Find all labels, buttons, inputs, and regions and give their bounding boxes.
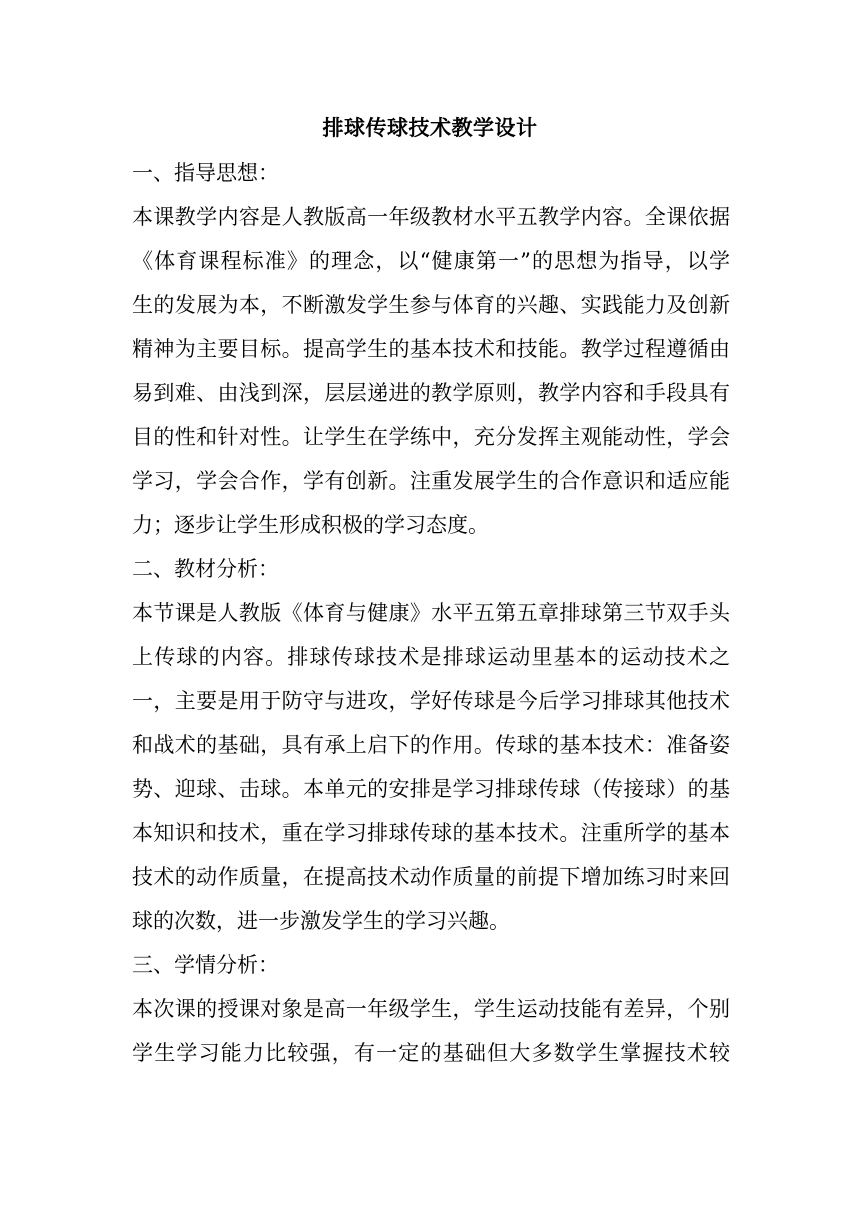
paragraph-line: 球的次数，进一步激发学生的学习兴趣。: [132, 909, 510, 933]
paragraph-line: 学习，学会合作，学有创新。注重发展学生的合作意识和适应能: [132, 469, 730, 493]
paragraph-line: 和战术的基础，具有承上启下的作用。传球的基本技术：准备姿: [132, 733, 730, 757]
paragraph-line: 势、迎球、击球。本单元的安排是学习排球传球（传接球）的基: [132, 777, 730, 801]
paragraph-line: 生的发展为本，不断激发学生参与体育的兴趣、实践能力及创新: [132, 293, 730, 317]
paragraph-line: 本知识和技术，重在学习排球传球的基本技术。注重所学的基本: [132, 821, 730, 845]
paragraph-line: 本课教学内容是人教版高一年级教材水平五教学内容。全课依据: [132, 205, 730, 229]
paragraph-line: 本节课是人教版《体育与健康》水平五第五章排球第三节双手头: [132, 601, 730, 625]
paragraph-line: 精神为主要目标。提高学生的基本技术和技能。教学过程遵循由: [132, 337, 730, 361]
section-heading: 一、指导思想：: [132, 161, 279, 185]
paragraph-line: 上传球的内容。排球传球技术是排球运动里基本的运动技术之: [132, 645, 730, 669]
section-heading: 二、教材分析：: [132, 557, 279, 581]
document-title: 排球传球技术教学设计: [322, 115, 538, 140]
paragraph-line: 一，主要是用于防守与进攻，学好传球是今后学习排球其他技术: [132, 689, 730, 713]
paragraph-line: 学生学习能力比较强，有一定的基础但大多数学生掌握技术较: [132, 1041, 730, 1065]
paragraph-line: 技术的动作质量，在提高技术动作质量的前提下增加练习时来回: [132, 865, 730, 889]
paragraph-line: 易到难、由浅到深，层层递进的教学原则，教学内容和手段具有: [132, 381, 730, 405]
paragraph-line: 本次课的授课对象是高一年级学生，学生运动技能有差异，个别: [132, 997, 730, 1021]
paragraph-line: 《体育课程标准》的理念，以“健康第一”的思想为指导，以学: [132, 249, 730, 273]
paragraph-line: 目的性和针对性。让学生在学练中，充分发挥主观能动性，学会: [132, 425, 730, 449]
section-heading: 三、学情分析：: [132, 953, 279, 977]
paragraph-line: 力；逐步让学生形成积极的学习态度。: [132, 513, 489, 537]
